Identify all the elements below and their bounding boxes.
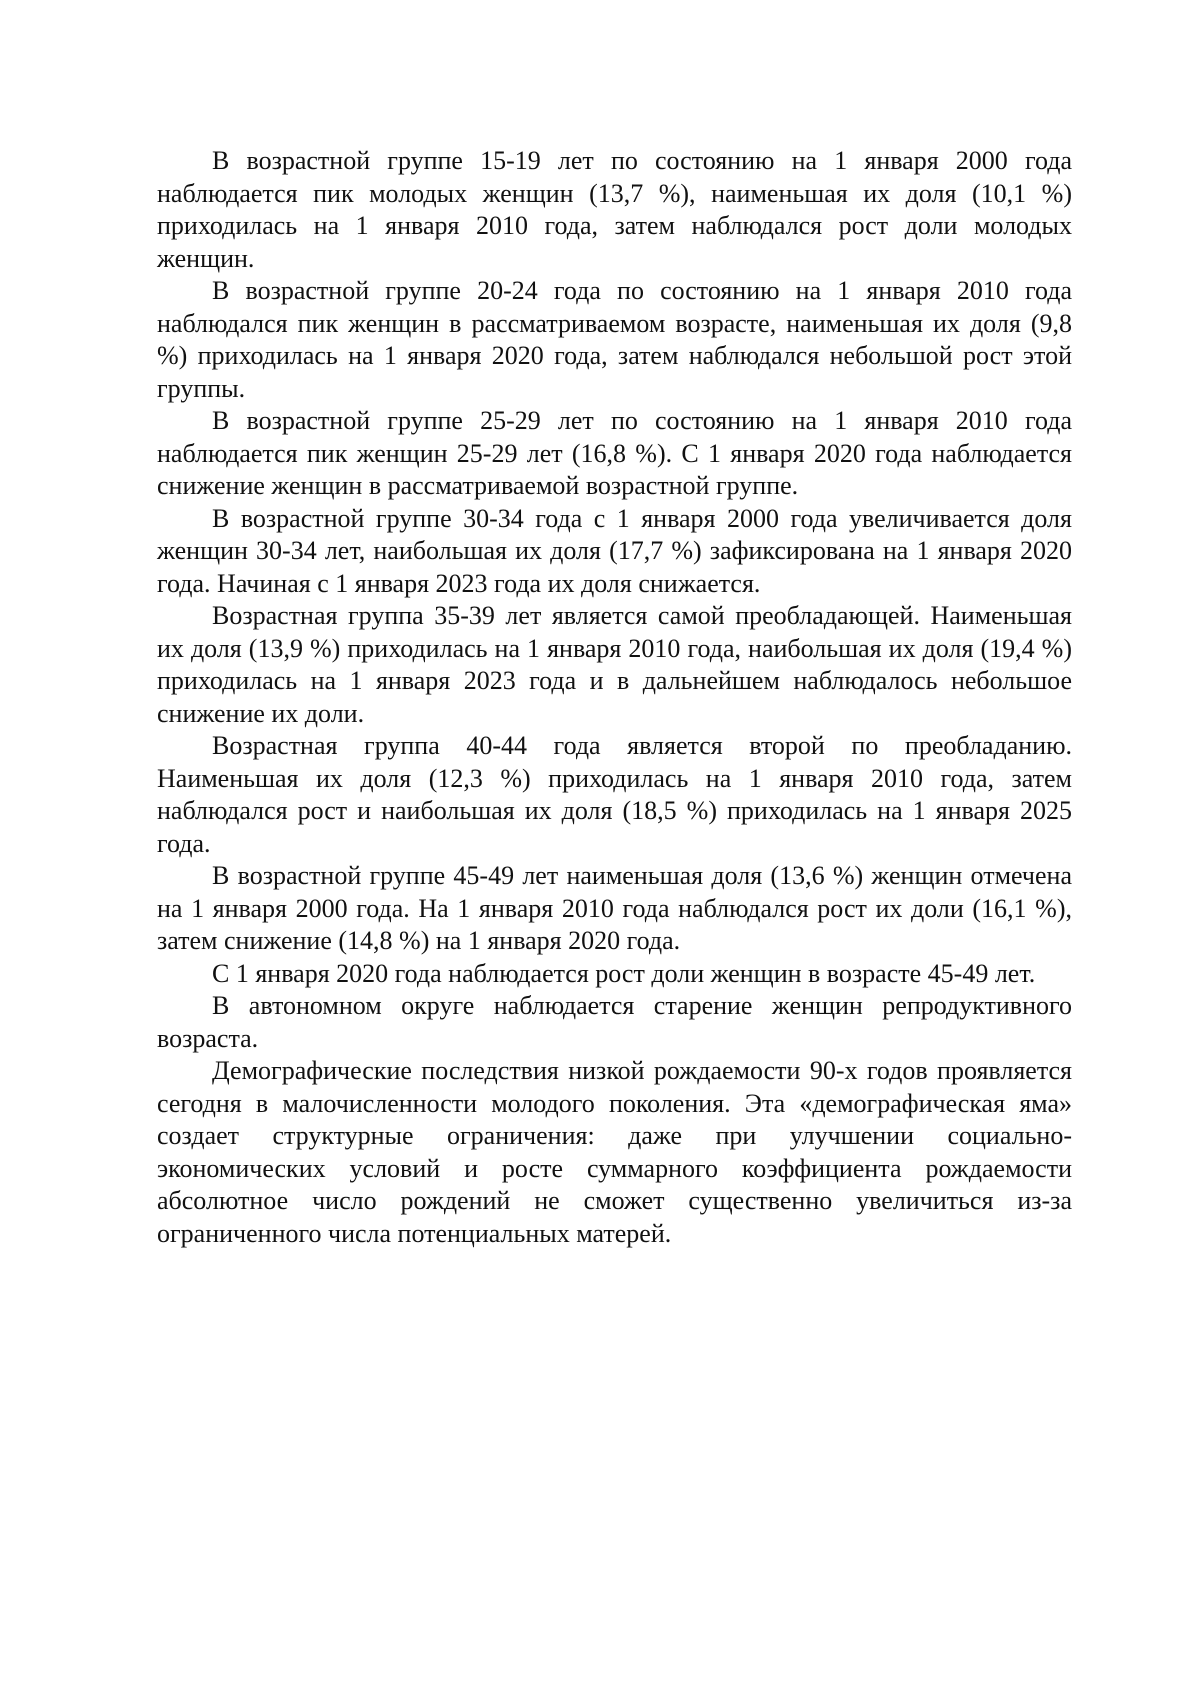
paragraph-growth-since-2020: С 1 января 2020 года наблюдается рост доли женщин в возрасте 45-49 лет. — [212, 958, 1036, 988]
paragraph-demographic-pit: Демографические последствия низкой рождаемости 90-х годов проявляется сегодня в малочисленности молодого поколения. Эта «демографическая яма» создает структурные ограничения: даже при улучшении социально-экономических условий и росте суммарного коэффициента рождаемости абсолютное число рождений не сможет существенно увеличиться из-за ограниченного числа потенциальных матерей. — [157, 1056, 1072, 1248]
paragraph-age-45-49: В возрастной группе 45-49 лет наименьшая доля (13,6 %) женщин отмечена на 1 января 2000 года. На 1 января 2010 года наблюдался рост их доли (16,1 %), затем снижение (14,8 %) на 1 января 2020 года. — [157, 861, 1072, 955]
paragraph-age-30-34: В возрастной группе 30-34 года с 1 января 2000 года увеличивается доля женщин 30-34 лет, наибольшая их доля (17,7 %) зафиксирована на 1 января 2020 года. Начиная с 1 января 2023 года их доля снижается. — [157, 503, 1072, 598]
paragraph-age-20-24: В возрастной группе 20-24 года по состоянию на 1 января 2010 года наблюдался пик женщин в рассматриваемом возрасте, наименьшая их доля (9,8 %) приходилась на 1 января 2020 года, затем наблюдался небольшой рост этой группы. — [157, 276, 1072, 403]
paragraph-age-35-39: Возрастная группа 35-39 лет является самой преобладающей. Наименьшая их доля (13,9 %) приходилась на 1 января 2010 года, наибольшая их доля (19,4 %) приходилась на 1 января 2023 года и в дальнейшем наблюдалось небольшое снижение их доли. — [157, 601, 1072, 728]
paragraph-age-40-44: Возрастная группа 40-44 года является второй по преобладанию. Наименьшая их доля (12,3 %) приходилась на 1 января 2010 года, затем наблюдался рост и наибольшая их доля (18,5 %) приходилась на 1 января 2025 года. — [157, 731, 1072, 858]
paragraph-age-15-19: В возрастной группе 15-19 лет по состоянию на 1 января 2000 года наблюдается пик молодых женщин (13,7 %), наименьшая их доля (10,1 %) приходилась на 1 января 2010 года, затем наблюдался рост доли молодых женщин. — [157, 146, 1072, 273]
paragraph-age-25-29: В возрастной группе 25-29 лет по состоянию на 1 января 2010 года наблюдается пик женщин 25-29 лет (16,8 %). С 1 января 2020 года наблюдается снижение женщин в рассматриваемой возрастной группе. — [157, 406, 1072, 500]
paragraph-aging: В автономном округе наблюдается старение женщин репродуктивного возраста. — [157, 991, 1072, 1053]
body-text — [157, 145, 1072, 1250]
